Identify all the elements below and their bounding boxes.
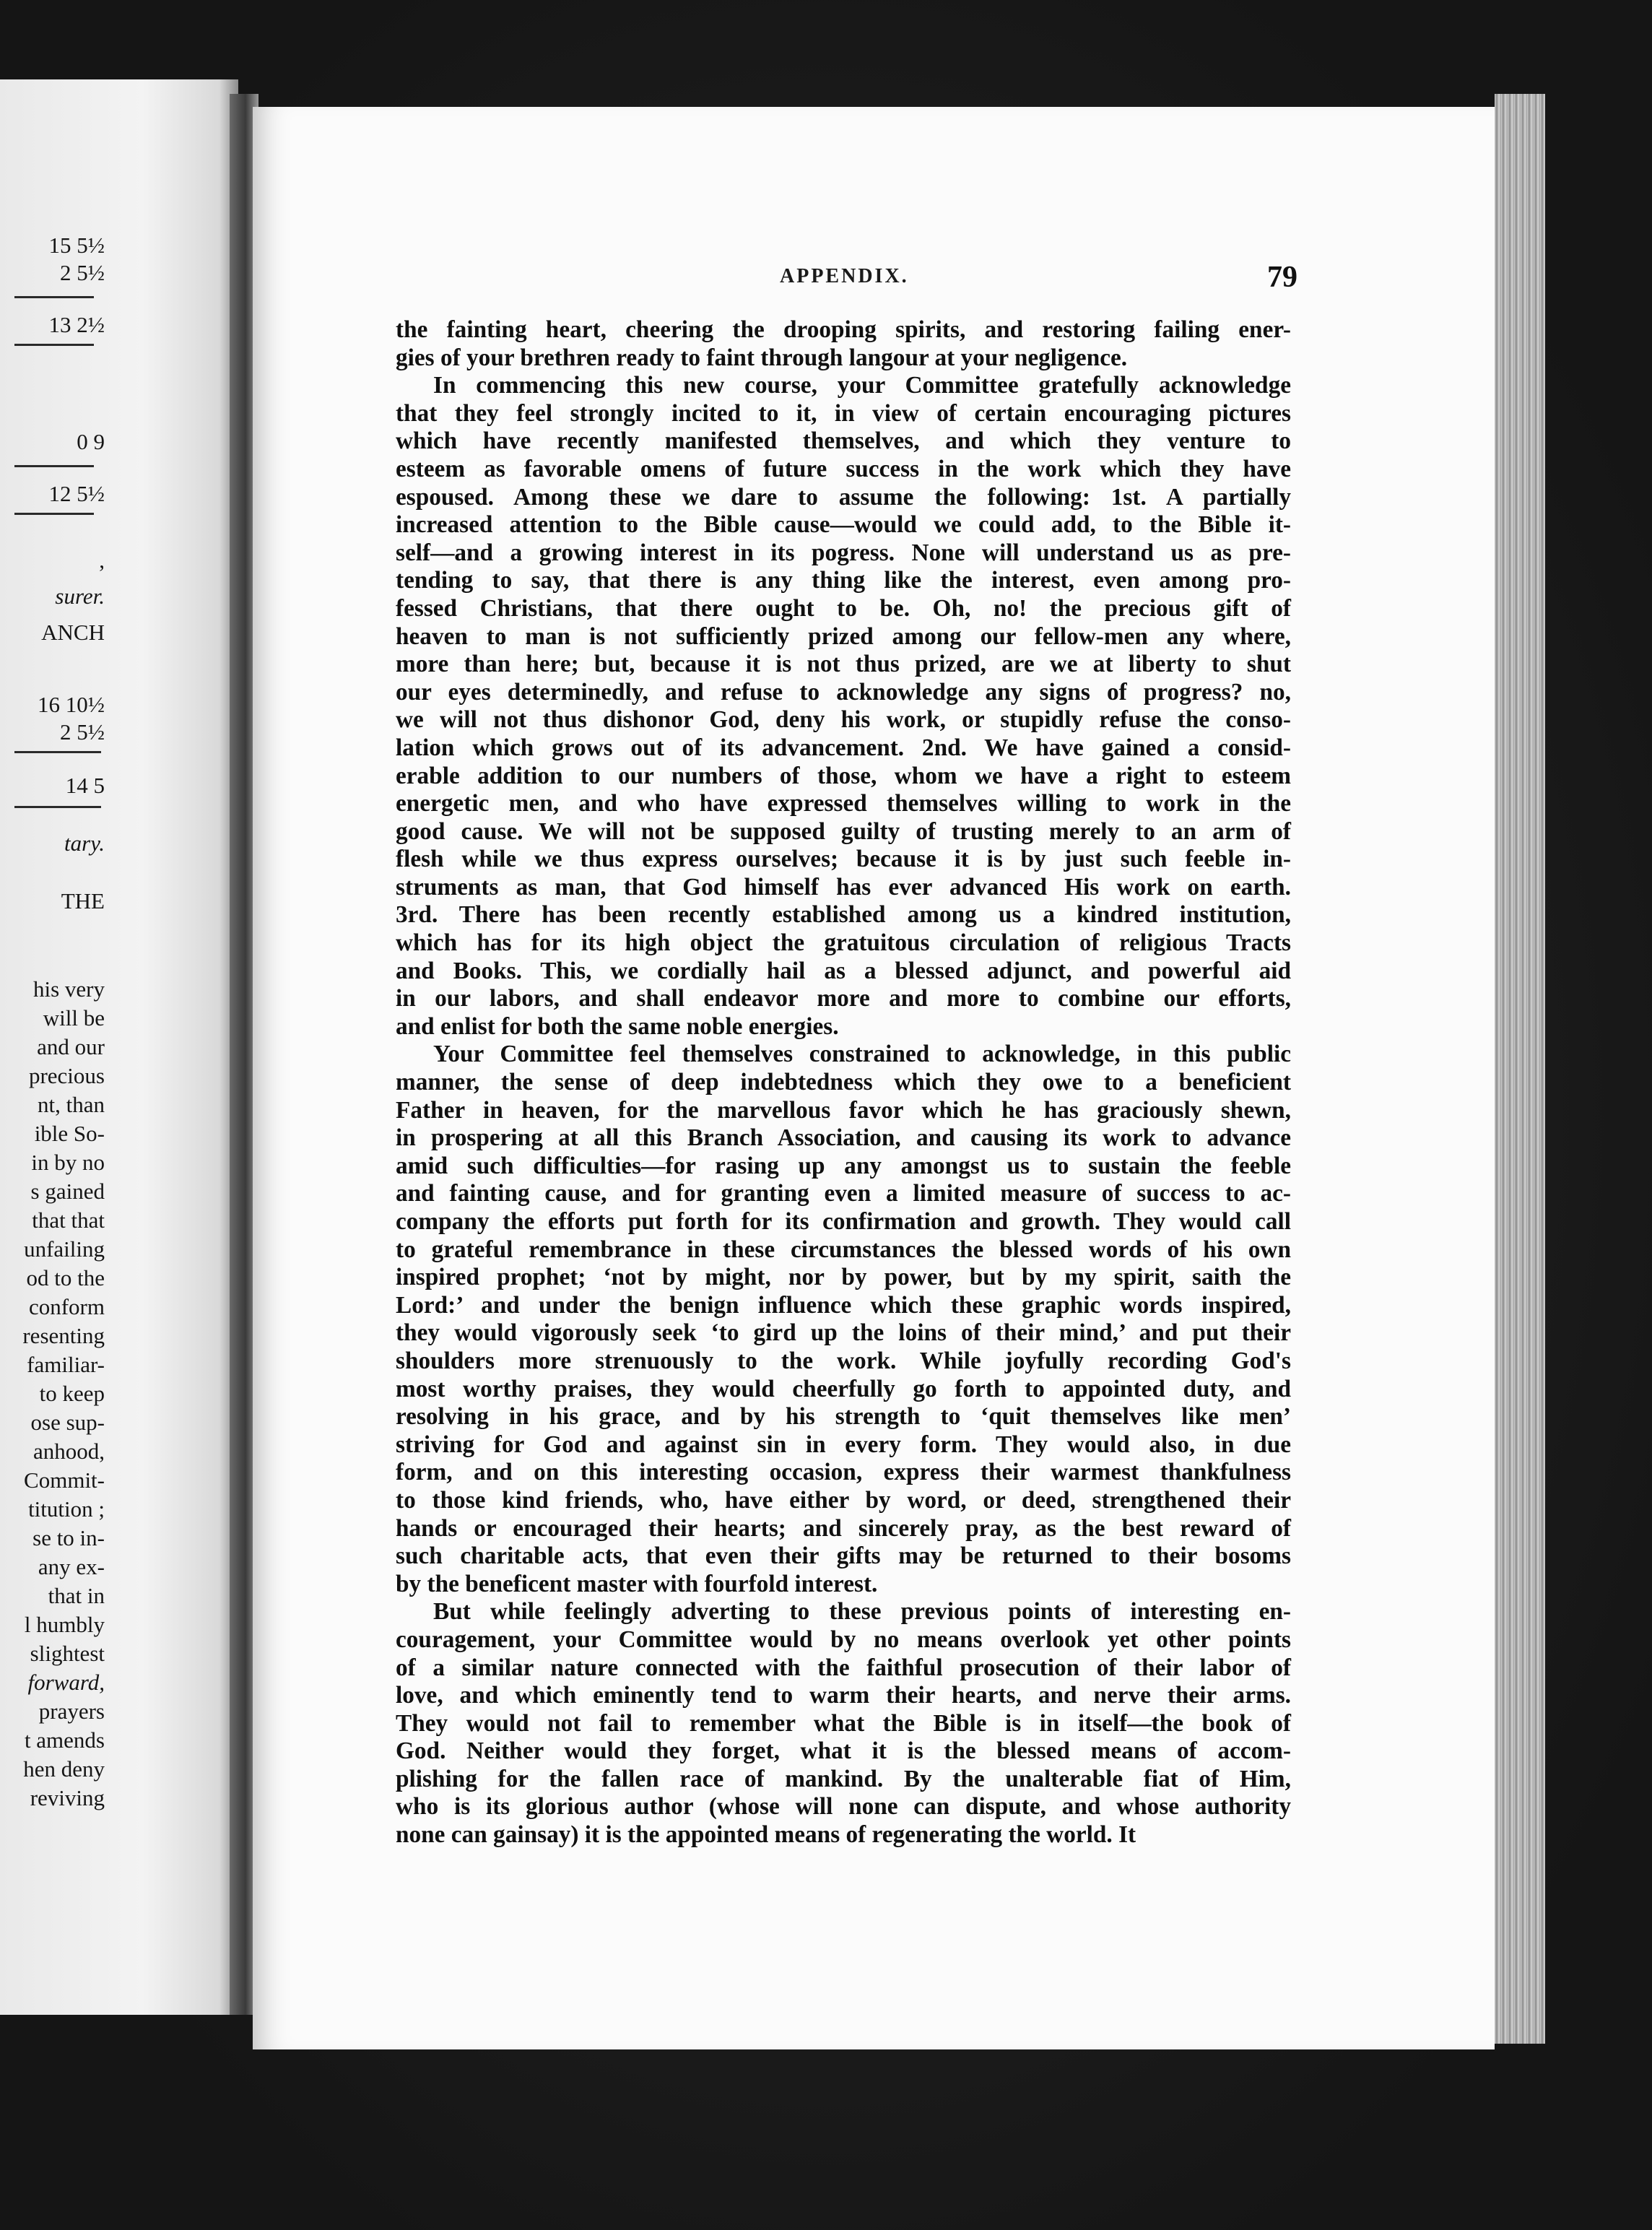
sum-rule	[14, 296, 94, 298]
left-page-line: slightest	[30, 1641, 105, 1666]
sum-rule	[14, 344, 94, 346]
text-line: esteem as favorable omens of future success in the work which they have	[396, 455, 1291, 482]
left-page-line: resenting	[22, 1323, 105, 1348]
text-line: love, and which eminently tend to warm their hearts, and nerve their arms.	[396, 1682, 1291, 1709]
text-line: energetic men, and who have expressed themselves willing to work in the	[396, 790, 1291, 817]
left-page-line: unfailing	[24, 1236, 105, 1262]
left-page-line: ible So-	[34, 1121, 105, 1146]
text-line: in our labors, and shall endeavor more and more to combine our efforts,	[396, 985, 1291, 1012]
text-line: Your Committee feel themselves constrained to acknowledge, in this public	[433, 1041, 1291, 1068]
left-page-line: prayers	[38, 1698, 105, 1724]
text-line: heaven to man is not sufficiently prized among our fellow-men any where,	[396, 622, 1291, 650]
text-line: that they feel strongly incited to it, in view of certain encouraging pictures	[396, 399, 1291, 427]
text-line: couragement, your Committee would by no means overlook yet other points	[396, 1626, 1291, 1653]
text-line: amid such difficulties—for rasing up any amongst us to sustain the feeble	[396, 1152, 1291, 1179]
left-page-line: forward,	[27, 1670, 105, 1695]
text-line: increased attention to the Bible cause—would we could add, to the Bible it-	[396, 511, 1291, 539]
text-line: Father in heaven, for the marvellous favor which he has graciously shewn,	[396, 1096, 1291, 1124]
text-line: self—and a growing interest in its pogress. None will understand us as pre-	[396, 539, 1291, 566]
text-line: and fainting cause, and for granting even a limited measure of success to ac-	[396, 1180, 1291, 1207]
text-line: striving for God and against sin in every form. They would also, in due	[396, 1431, 1291, 1458]
left-page-line: titution ;	[28, 1496, 105, 1522]
left-page-line: se to in-	[32, 1525, 105, 1550]
text-line: form, and on this interesting occasion, express their warmest thankfulness	[396, 1459, 1291, 1486]
text-line: they would vigorously seek ‘to gird up the loins of their mind,’ and put their	[396, 1319, 1291, 1347]
left-page-line: hen deny	[23, 1756, 105, 1782]
text-line: Lord:’ and under the benign influence which these graphic words inspired,	[396, 1291, 1291, 1319]
left-page-line: and our	[37, 1034, 105, 1059]
left-page-line: s gained	[30, 1179, 105, 1204]
left-page-line: anhood,	[32, 1439, 105, 1464]
text-line: lation which grows out of its advancement. 2nd. We have gained a consid-	[396, 734, 1291, 761]
left-page-line: conform	[28, 1294, 105, 1319]
text-line: flesh while we thus express ourselves; because it is by just such feeble in-	[396, 846, 1291, 873]
text-line: gies of your brethren ready to faint through langour at your negligence.	[396, 344, 1128, 371]
sum-rule	[14, 465, 94, 467]
left-page-line: 14 5	[65, 773, 105, 798]
left-page-fragment	[0, 79, 238, 2015]
left-page-line: will be	[43, 1005, 105, 1031]
text-line: espoused. Among these we dare to assume the following: 1st. A partially	[396, 483, 1291, 511]
left-page-line: nt, than	[38, 1092, 105, 1117]
text-line: more than here; but, because it is not thus prized, are we at liberty to shut	[396, 651, 1291, 678]
text-line: we will not thus dishonor God, deny his work, or stupidly refuse the conso-	[396, 706, 1291, 734]
left-page-line: that that	[32, 1207, 105, 1233]
left-page-line: od to the	[26, 1265, 105, 1290]
left-page-line: any ex-	[38, 1554, 105, 1579]
left-page-line: ANCH	[41, 620, 105, 645]
left-page-line: to keep	[39, 1381, 105, 1406]
text-line: and enlist for both the same noble energies.	[396, 1012, 839, 1040]
text-line: 3rd. There has been recently established among us a kindred institution,	[396, 901, 1291, 929]
text-line: fessed Christians, that there ought to be. Oh, no! the precious gift of	[396, 594, 1291, 622]
body-text	[396, 316, 1291, 1849]
left-page-line: THE	[61, 888, 105, 914]
running-header: APPENDIX.	[780, 265, 909, 287]
sum-rule	[14, 513, 94, 515]
text-line: to those kind friends, who, have either by word, or deed, strengthened their	[396, 1486, 1291, 1514]
left-page-line: in by no	[31, 1150, 105, 1175]
text-line: to grateful remembrance in these circumstances the blessed words of his own	[396, 1236, 1291, 1263]
text-line: which have recently manifested themselves, and which they venture to	[396, 428, 1291, 455]
text-line: In commencing this new course, your Committee gratefully acknowledge	[433, 372, 1291, 399]
left-page-line: Commit-	[24, 1467, 105, 1493]
text-line: which has for its high object the gratuitous circulation of religious Tracts	[396, 929, 1291, 957]
sum-rule	[14, 806, 101, 808]
left-page-line: that in	[48, 1583, 105, 1608]
page-number: 79	[1267, 261, 1297, 294]
left-page-line: 0 9	[77, 429, 105, 454]
left-page-line: 13 2½	[48, 312, 105, 337]
text-line: good cause. We will not be supposed guilty of trusting merely to an arm of	[396, 817, 1291, 845]
left-page-line: 2 5½	[60, 260, 105, 285]
left-page-line: familiar-	[27, 1352, 105, 1377]
text-line: hands or encouraged their hearts; and sincerely pray, as the best reward of	[396, 1514, 1291, 1542]
text-line: resolving in his grace, and by his strength to ‘quit themselves like men’	[396, 1403, 1291, 1431]
left-page-line: precious	[28, 1063, 105, 1088]
left-page-line: t amends	[24, 1727, 105, 1753]
text-line: plishing for the fallen race of mankind. By the unalterable fiat of Him,	[396, 1765, 1291, 1792]
text-line: such charitable acts, that even their gifts may be returned to their bosoms	[396, 1543, 1291, 1570]
sum-rule	[14, 751, 101, 753]
page-edges	[1495, 94, 1545, 2044]
text-line: They would not fail to remember what the Bible is in itself—the book of	[396, 1709, 1291, 1737]
text-line: in prospering at all this Branch Association, and causing its work to advance	[396, 1124, 1291, 1152]
text-line: inspired prophet; ‘not by might, nor by power, but by my spirit, saith the	[396, 1264, 1291, 1291]
text-line: who is its glorious author (whose will none can dispute, and whose authority	[396, 1793, 1291, 1821]
left-page-line: ose sup-	[30, 1410, 105, 1435]
text-line: manner, the sense of deep indebtedness which they owe to a beneficient	[396, 1069, 1291, 1096]
text-line: struments as man, that God himself has ever advanced His work on earth.	[396, 873, 1291, 901]
left-page-line: 16 10½	[38, 692, 105, 717]
left-page-line: his very	[32, 976, 105, 1002]
left-page-line: reviving	[30, 1785, 105, 1810]
left-page-line: 12 5½	[48, 481, 105, 506]
text-line: erable addition to our numbers of those, whom we have a right to esteem	[396, 762, 1291, 789]
text-line: But while feelingly adverting to these previous points of interesting en-	[433, 1598, 1291, 1626]
left-page-line: surer.	[55, 583, 105, 609]
left-page-line: 2 5½	[60, 719, 105, 745]
left-page-line: tary.	[64, 830, 105, 856]
text-line: and Books. This, we cordially hail as a blessed adjunct, and powerful aid	[396, 957, 1291, 984]
text-line: company the efforts put forth for its confirmation and growth. They would call	[396, 1208, 1291, 1235]
text-line: the fainting heart, cheering the drooping spirits, and restoring failing ener-	[396, 316, 1291, 343]
text-line: most worthy praises, they would cheerfully go forth to appointed duty, and	[396, 1375, 1291, 1402]
left-page-line: 15 5½	[48, 233, 105, 258]
text-line: none can gainsay) it is the appointed means of regenerating the world. It	[396, 1821, 1136, 1849]
text-line: tending to say, that there is any thing like the interest, even among pro-	[396, 567, 1291, 594]
left-page-line: l humbly	[24, 1612, 105, 1637]
text-line: shoulders more strenuously to the work. While joyfully recording God's	[396, 1347, 1291, 1374]
left-page-line: ,	[99, 547, 105, 573]
text-line: of a similar nature connected with the faithful prosecution of their labor of	[396, 1654, 1291, 1681]
text-line: by the beneficent master with fourfold interest.	[396, 1570, 878, 1597]
text-line: God. Neither would they forget, what it is the blessed means of accom-	[396, 1737, 1291, 1765]
text-line: our eyes determinedly, and refuse to acknowledge any signs of progress? no,	[396, 678, 1291, 706]
